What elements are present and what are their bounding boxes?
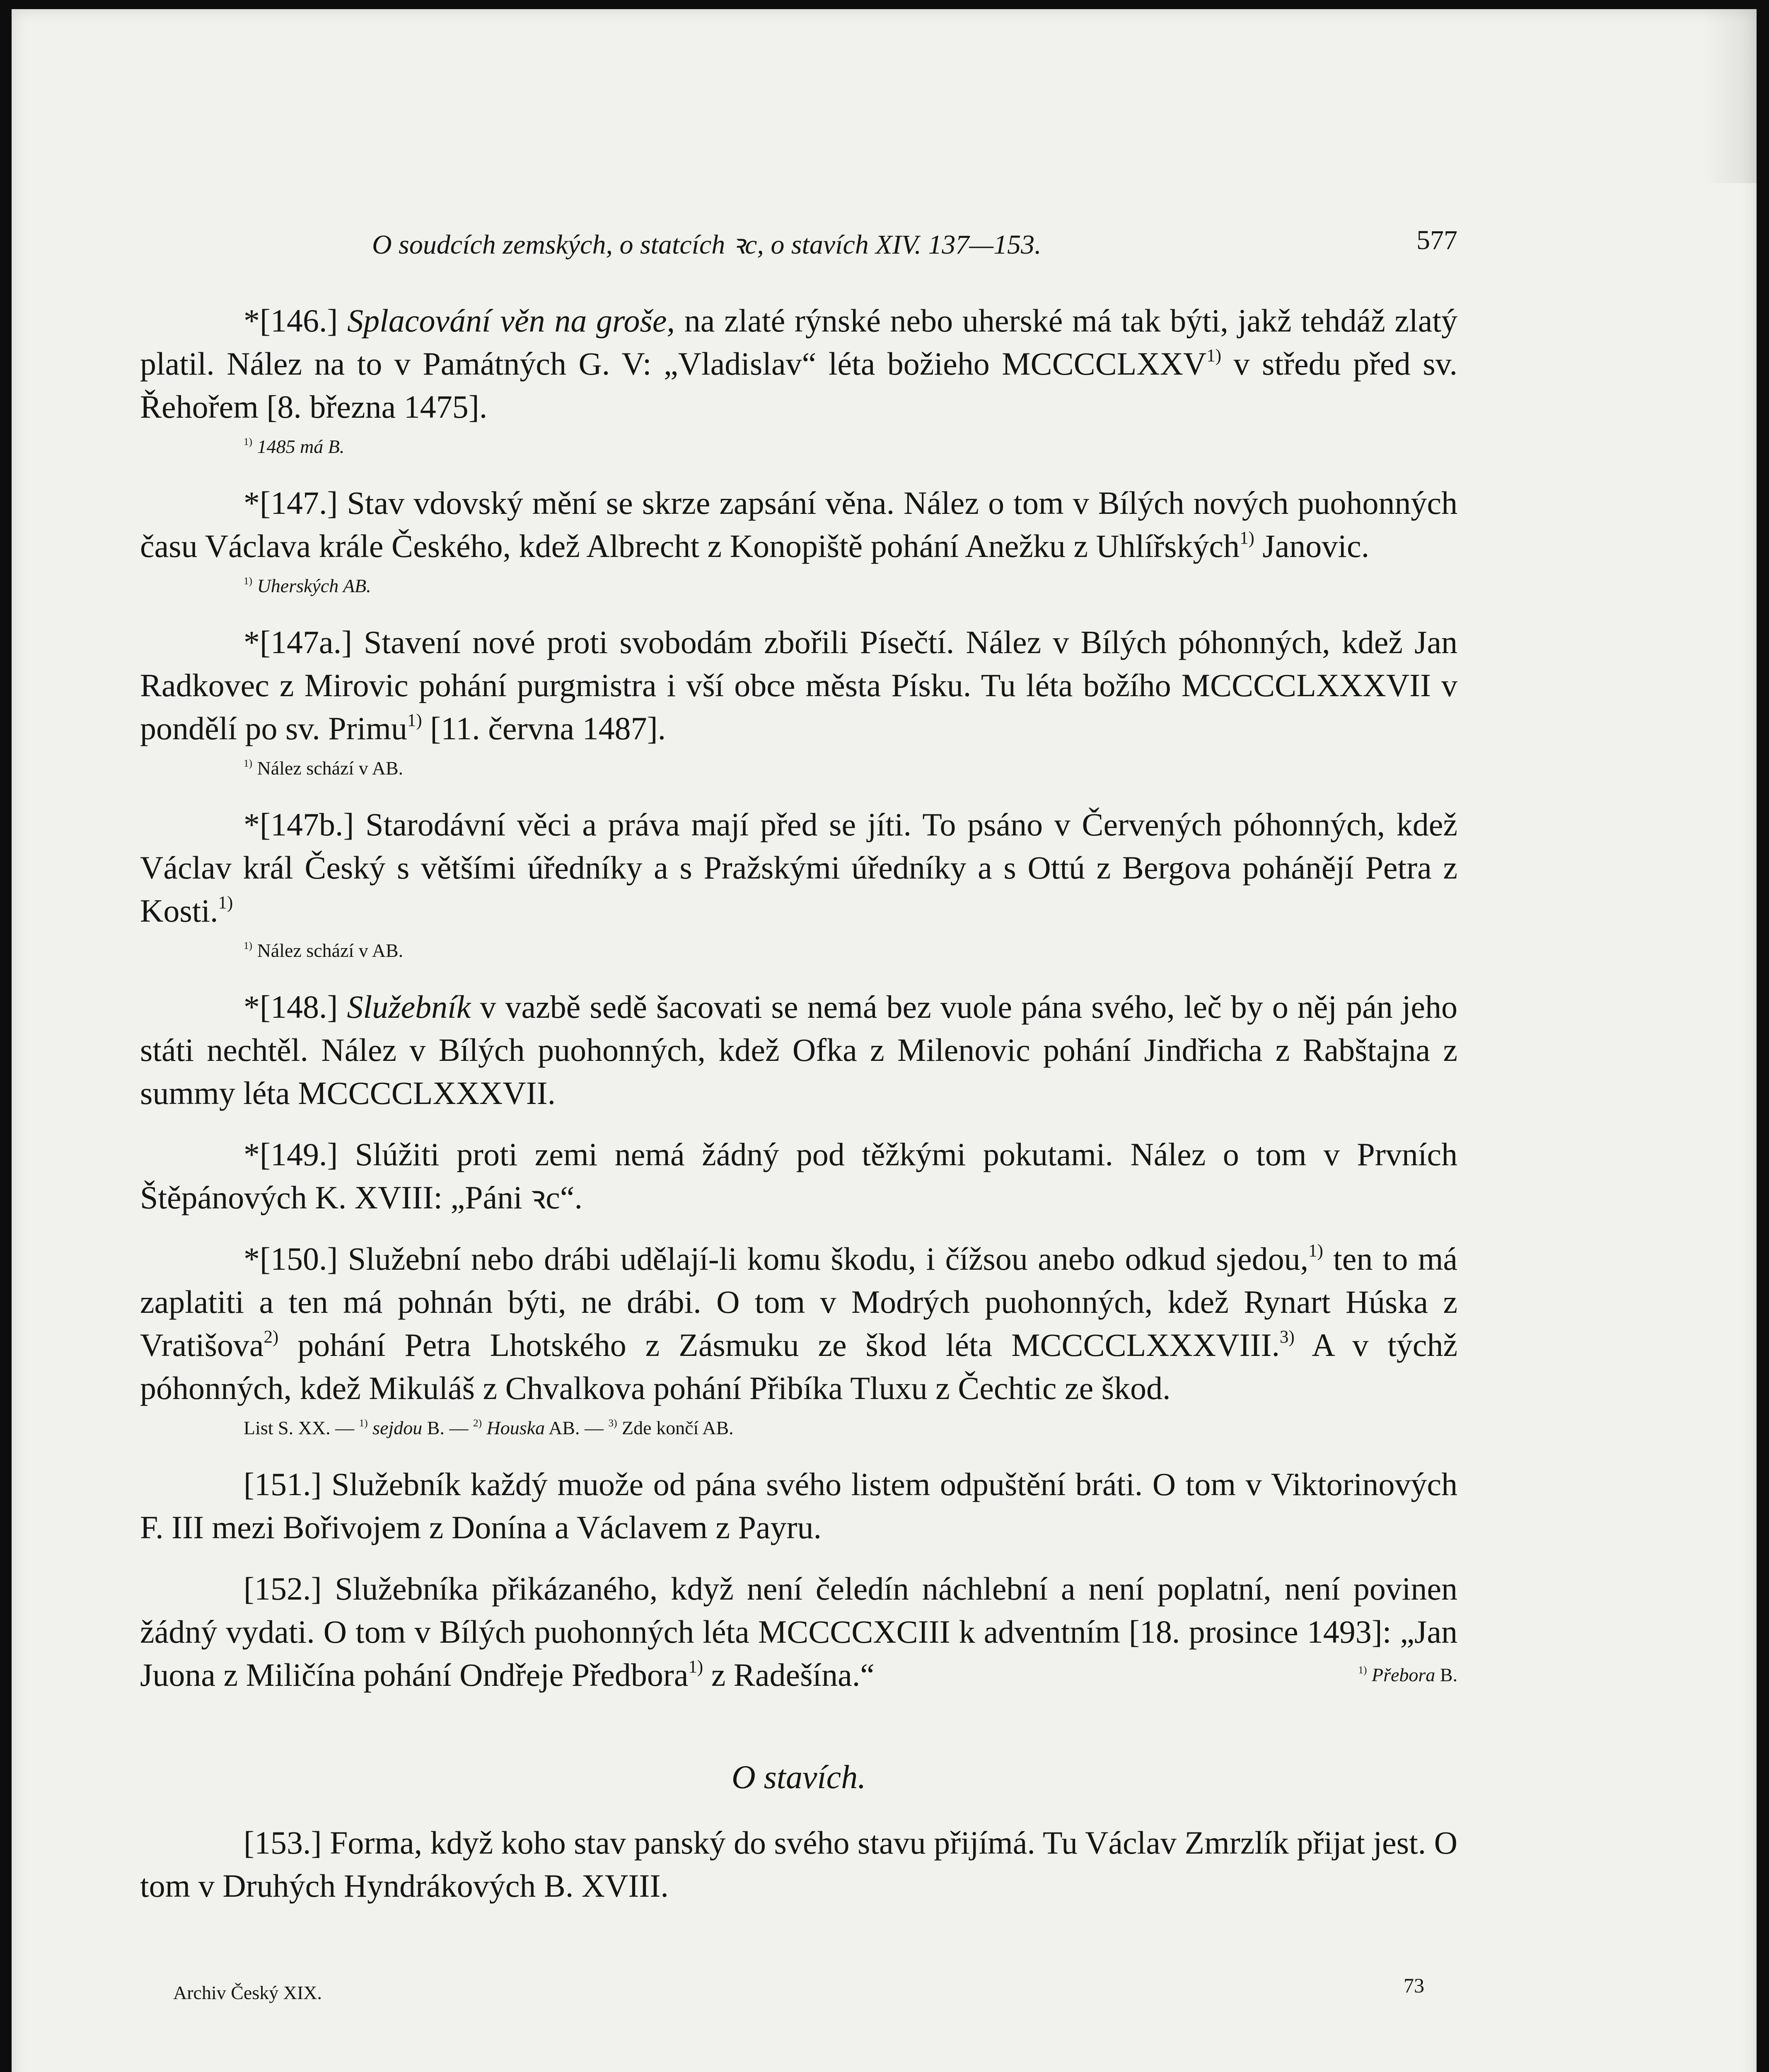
entry-label: *[147a.]	[244, 624, 353, 660]
footnote-mark: 1)	[244, 940, 253, 952]
footnote-text: Nález schází v AB.	[257, 940, 404, 961]
footnote-mark: 1)	[1358, 1664, 1367, 1676]
entry-148	[140, 985, 1457, 1115]
footnote-text: Nález schází v AB.	[257, 758, 404, 779]
entry-text: Stavení nové proti svobodám zbořili Písečtí. Nález v Bílých póhonných, kdež Jan Radkovec z Mirovic pohání purgmistra i vší obce města Písku. Tu léta božího MCCCCLXXXVII v pondělí po sv. Primu	[140, 624, 1457, 746]
entry-label: *[147.]	[244, 485, 338, 521]
header-title: O soudcích zemských, o statcích ꝛc, o stavích XIV. 137—153.	[372, 230, 1042, 260]
entry-153	[140, 1821, 1457, 1907]
footnote-ref: 3)	[1280, 1327, 1295, 1347]
footnote-ref: 1)	[1240, 528, 1254, 548]
footnote-mark: 2)	[473, 1417, 482, 1429]
footnote-147b	[244, 934, 1457, 967]
running-header	[140, 225, 1457, 262]
footnote-text: 1485 má B.	[257, 436, 345, 457]
footnote-ref: 1)	[407, 710, 422, 730]
entry-text: Stav vdovský mění se skrze zapsání věna. Nález o tom v Bílých nových puohonných času Václava krále Českého, kdež Albrecht z Konopiště pohání Anežku z Uhlířských	[140, 485, 1458, 564]
entry-text-c: pohání Petra Lhotského z Zásmuku ze škod léta MCCCCLXXXVIII.	[297, 1327, 1280, 1363]
entry-149	[140, 1133, 1457, 1219]
entry-text-cont: Janovic.	[1262, 528, 1370, 564]
page-sheet	[12, 9, 1757, 2072]
sheet-number: 73	[1404, 1974, 1424, 1997]
entry-text-a: Služební nebo drábi udělají-li komu škodu, i čížsou anebo odkud sjedou,	[348, 1241, 1309, 1277]
entry-label: *[148.]	[244, 989, 338, 1025]
entry-label: *[146.]	[244, 303, 338, 339]
footnote-ref: 1)	[688, 1657, 703, 1677]
footnote-146	[244, 430, 1457, 463]
footnote-147	[244, 569, 1457, 603]
entry-text: na zlaté rýnské nebo uherské má tak býti, jakž tehdáž zlatý platil. Nález na to v Památných G. V: „Vladislav“ léta božieho MCCCCLXXV	[140, 303, 1458, 382]
footnote-ref: 1)	[218, 893, 233, 913]
footnote-mark: 1)	[244, 575, 253, 587]
footnote-text: Přebora	[1371, 1664, 1436, 1685]
entry-keyword: Splacování věn na groše,	[347, 303, 675, 339]
footnote-mark: 1)	[244, 436, 253, 448]
entry-text: v vazbě sedě šacovati se nemá bez vuole pána svého, leč by o něj pán jeho státi nechtěl. Nález v Bílých puohonných, kdež Ofka z Milenovic pohání Jindřicha z Rabštajna z summy léta MCCCCLXXXVII.	[140, 989, 1458, 1111]
entry-147	[140, 482, 1457, 568]
entry-text: Starodávní věci a práva mají před se jíti. To psáno v Červených póhonných, kdež Václav král Český s většími úředníky a s Pražskými úředníky a s Ottú z Bergova pohánějí Petra z Kosti.	[140, 806, 1458, 929]
page-body	[140, 299, 1457, 1926]
entry-text: Služebníka přikázaného, když není čeledín náchlební a není poplatní, není povinen žádný vydati. O tom v Bílých puohonných léta MCCCCXCIII k adventním [18. prosince 1493]: „Jan Juona z Miličína pohání Ondřeje Předbora	[140, 1571, 1457, 1693]
entry-text-cont: z Radešína.“	[711, 1657, 875, 1693]
footnote-text: sejdou	[372, 1417, 423, 1438]
footnote-mark: 3)	[608, 1417, 617, 1429]
entry-147b	[140, 803, 1457, 932]
entry-text-b: ten to má zaplatiti a ten má pohnán býti, ne drábi. O tom v Modrých puohonných, kdež Rynart Húska z Vratišova	[140, 1241, 1458, 1363]
entry-label: *[149.]	[244, 1136, 338, 1172]
entry-150	[140, 1237, 1457, 1410]
entry-146	[140, 299, 1457, 428]
entry-keyword: Služebník	[347, 989, 471, 1025]
entry-label: [152.]	[244, 1571, 322, 1607]
footnote-text: Uherských AB.	[257, 575, 371, 596]
section-heading: O stavích.	[731, 1759, 866, 1796]
page-edge-shadow	[1703, 9, 1757, 183]
footnote-152	[1254, 1653, 1457, 1697]
entry-text: Služebník každý muože od pána svého listem odpuštění bráti. O tom v Viktorinových F. III mezi Bořivojem z Donína a Václavem z Payru.	[140, 1466, 1457, 1545]
page-number: 577	[1416, 225, 1457, 255]
entry-152	[140, 1567, 1457, 1697]
entry-label: *[147b.]	[244, 806, 354, 842]
footnote-sep: AB. —	[549, 1417, 604, 1438]
footnote-ref: 1)	[1206, 346, 1222, 366]
footnote-mark: 1)	[359, 1417, 368, 1429]
footnote-mark: 1)	[244, 758, 253, 770]
footnote-suffix: B.	[1440, 1664, 1457, 1685]
entry-label: *[150.]	[244, 1241, 338, 1277]
page-footer	[140, 1974, 1457, 2015]
footnote-ref: 1)	[1308, 1241, 1323, 1261]
footnote-150	[244, 1411, 1457, 1445]
signature-mark: Archiv Český XIX.	[173, 1982, 322, 2003]
footnote-text: Houska	[486, 1417, 545, 1438]
entry-text: Slúžiti proti zemi nemá žádný pod těžkými pokutami. Nález o tom v Prvních Štěpánových K. XVIII: „Páni ꝛc“.	[140, 1136, 1458, 1215]
footnote-ref: 2)	[263, 1327, 279, 1347]
footnote-text: Zde končí AB.	[622, 1417, 734, 1438]
entry-label: [151.]	[244, 1466, 322, 1502]
footnote-lead: List S. XX. —	[244, 1417, 355, 1438]
footnote-sep: B. —	[427, 1417, 469, 1438]
entry-text-cont: [11. června 1487].	[430, 710, 666, 746]
entry-label: [153.]	[244, 1825, 322, 1861]
entry-147a	[140, 621, 1457, 750]
footnote-147a	[244, 752, 1457, 785]
entry-text-cont: v středu před sv. Řehořem [8. března 1475].	[140, 346, 1457, 425]
entry-text-d: A v týchž póhonných, kdež Mikuláš z Chvalkova pohání Přibíka Tluxu z Čechtic ze škod.	[140, 1327, 1458, 1406]
entry-151	[140, 1463, 1457, 1549]
entry-text: Forma, když koho stav panský do svého stavu přijímá. Tu Václav Zmrzlík přijat jest. O tom v Druhých Hyndrákových B. XVIII.	[140, 1825, 1457, 1904]
